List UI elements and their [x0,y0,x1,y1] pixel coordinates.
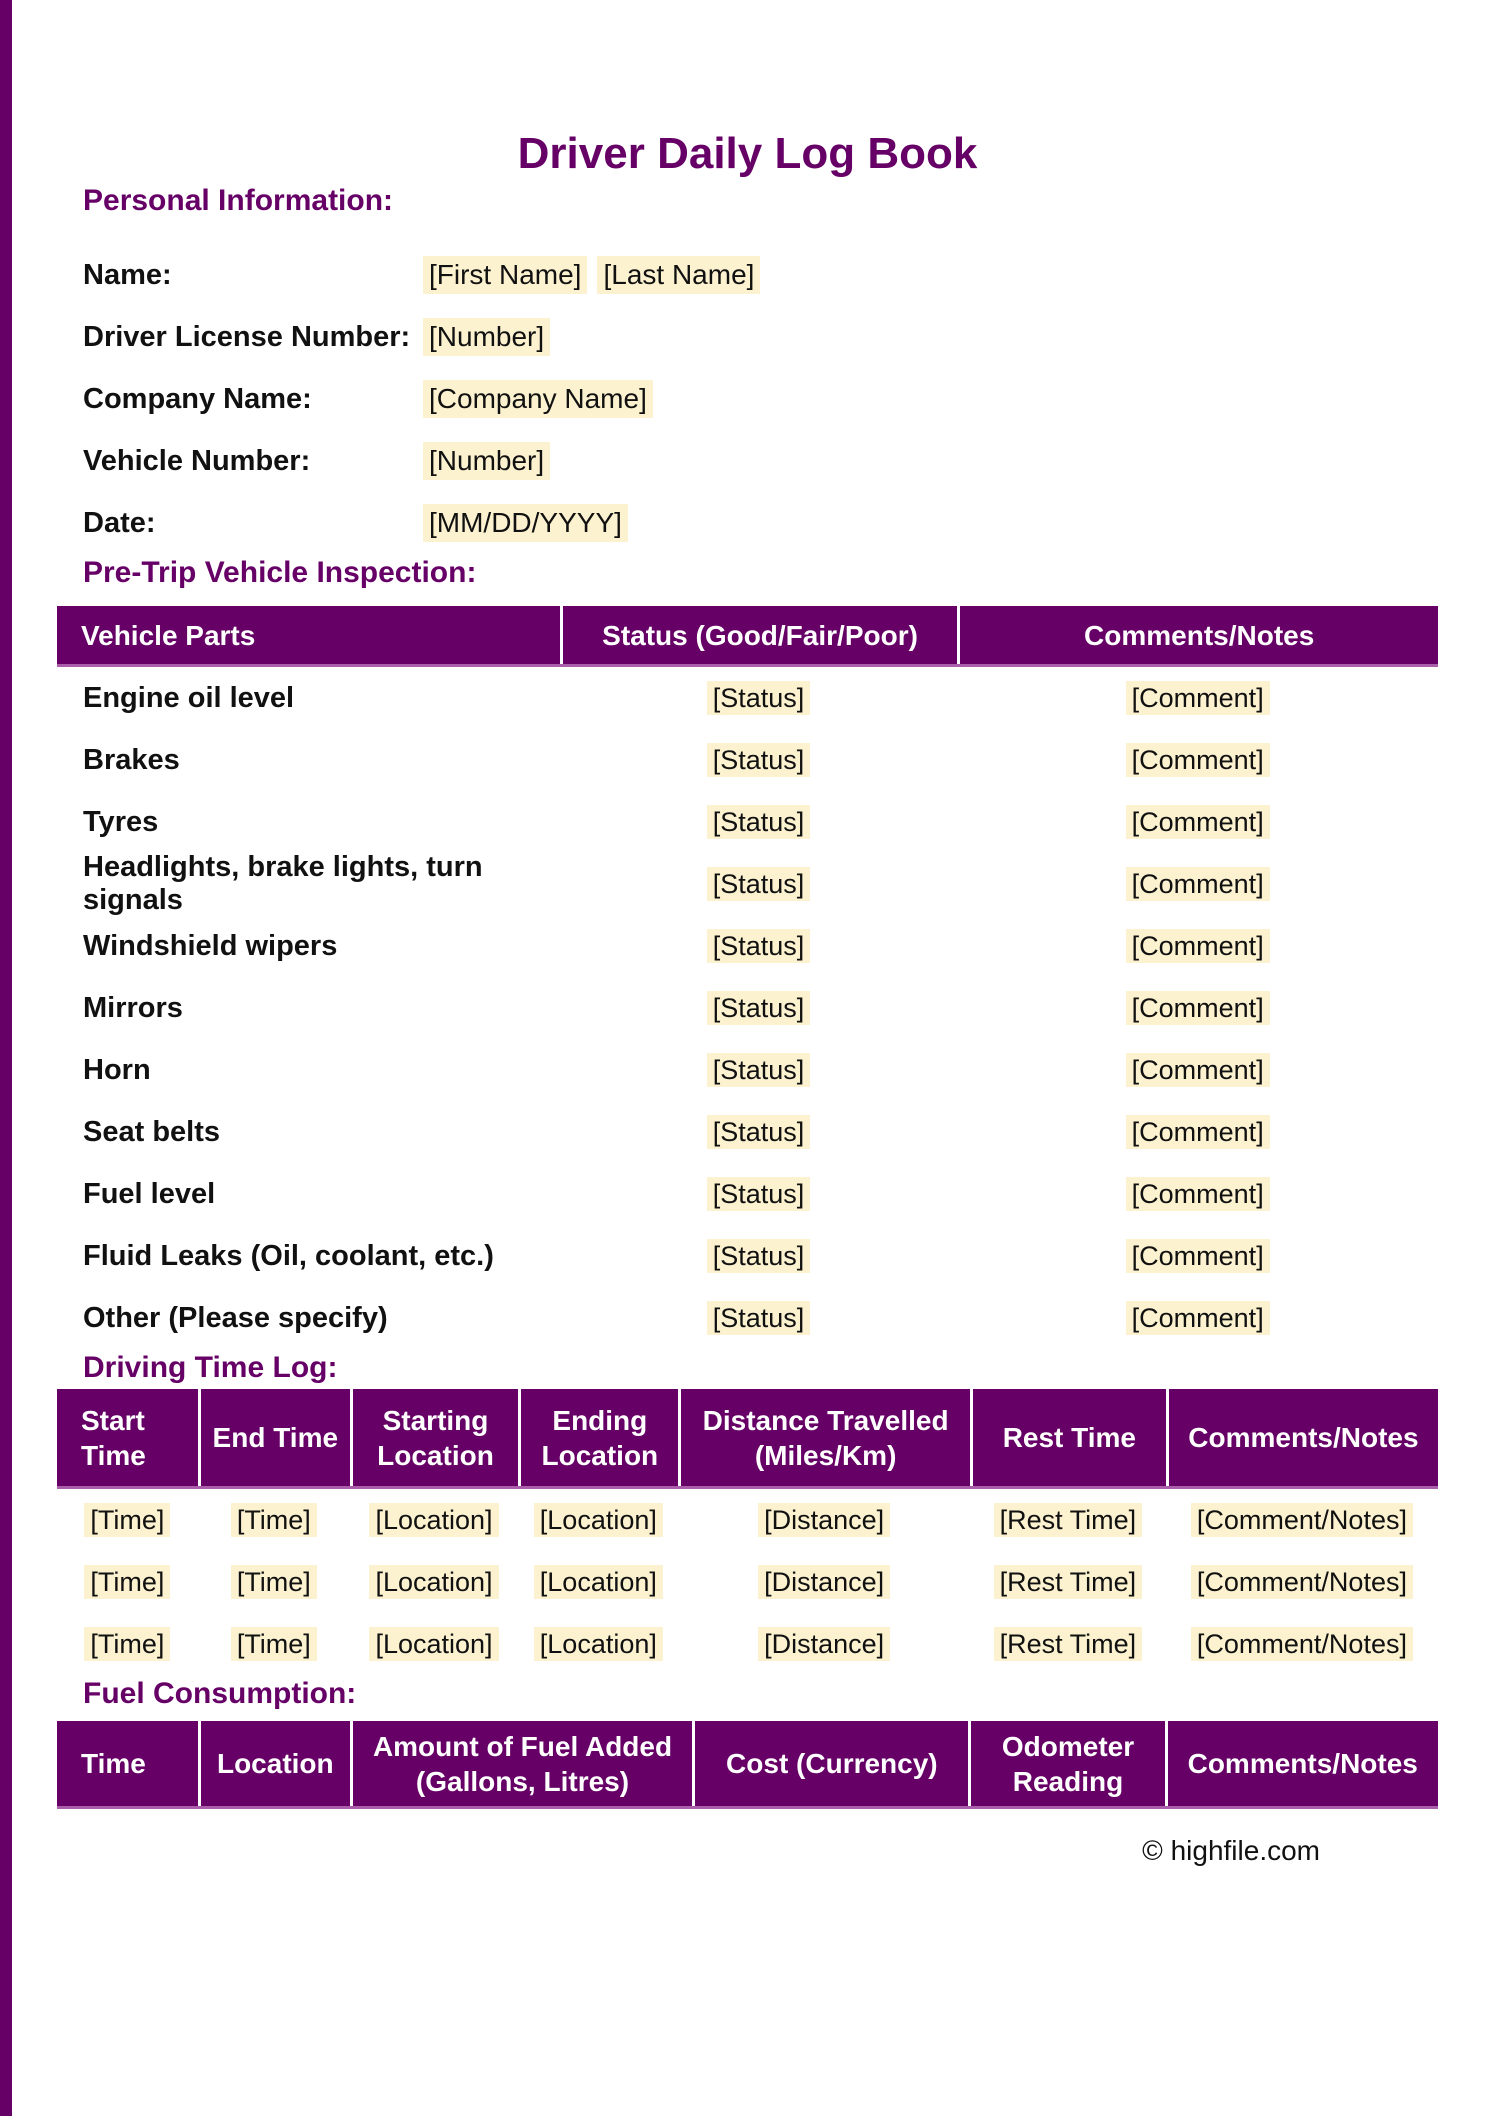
personal-field-row-license [57,306,1438,368]
inspection-row [57,915,1438,977]
col-header-vehicle-parts: Vehicle Parts [81,619,256,651]
comment-field[interactable]: [Comment] [1126,1115,1270,1149]
part-name: Brakes [83,743,180,776]
copyright-footer: © highfile.com [1142,1835,1320,1866]
personal-field-row-name [57,244,1438,306]
distance-field[interactable]: [Distance] [758,1565,890,1599]
status-field[interactable]: [Status] [707,1115,811,1149]
field-label-vehicle: Vehicle Number: [83,444,311,477]
col-header-cost: Cost (Currency) [692,1721,968,1806]
status-field[interactable]: [Status] [707,743,811,777]
comment-notes-field[interactable]: [Comment/Notes] [1191,1503,1413,1537]
driving-log-row [57,1551,1438,1613]
page-title: Driver Daily Log Book [517,129,978,178]
part-name: Mirrors [83,991,183,1024]
status-field[interactable]: [Status] [707,1053,811,1087]
starting-location-field[interactable]: [Location] [369,1627,498,1661]
inspection-table [57,606,1438,1349]
end-time-field[interactable]: [Time] [231,1627,317,1661]
status-field[interactable]: [Status] [707,681,811,715]
col-header-time: Time [81,1748,146,1779]
license-number-field[interactable]: [Number] [423,318,550,356]
comment-field[interactable]: [Comment] [1126,743,1270,777]
col-header-starting-location: Starting Location [350,1389,518,1486]
field-label-license: Driver License Number: [83,320,411,353]
driving-log-heading: Driving Time Log: [83,1351,338,1384]
status-field[interactable]: [Status] [707,1177,811,1211]
inspection-row [57,1039,1438,1101]
starting-location-field[interactable]: [Location] [369,1503,498,1537]
inspection-row [57,791,1438,853]
first-name-field[interactable]: [First Name] [423,256,587,294]
part-name: Headlights, brake lights, turn signals [83,851,483,916]
distance-field[interactable]: [Distance] [758,1503,890,1537]
start-time-field[interactable]: [Time] [84,1565,170,1599]
inspection-row [57,1163,1438,1225]
col-header-comments: Comments/Notes [1165,1721,1438,1806]
part-name: Windshield wipers [83,929,338,962]
last-name-field[interactable]: [Last Name] [597,256,760,294]
col-header-comments: Comments/Notes [957,606,1438,664]
status-field[interactable]: [Status] [707,929,811,963]
left-accent-strip [0,0,12,2116]
rest-time-field[interactable]: [Rest Time] [994,1627,1143,1661]
driving-log-row [57,1613,1438,1675]
status-field[interactable]: [Status] [707,1239,811,1273]
personal-field-row-company [57,368,1438,430]
status-field[interactable]: [Status] [707,805,811,839]
status-field[interactable]: [Status] [707,1301,811,1335]
comment-notes-field[interactable]: [Comment/Notes] [1191,1627,1413,1661]
col-header-rest-time: Rest Time [970,1389,1166,1486]
status-field[interactable]: [Status] [707,991,811,1025]
col-header-distance: Distance Travelled (Miles/Km) [678,1389,969,1486]
ending-location-field[interactable]: [Location] [534,1503,663,1537]
inspection-row [57,1225,1438,1287]
inspection-row [57,1287,1438,1349]
driving-log-table [57,1389,1438,1675]
col-header-ending-location: Ending Location [518,1389,678,1486]
comment-field[interactable]: [Comment] [1126,1301,1270,1335]
comment-field[interactable]: [Comment] [1126,805,1270,839]
vehicle-number-field[interactable]: [Number] [423,442,550,480]
rest-time-field[interactable]: [Rest Time] [994,1503,1143,1537]
part-name: Fluid Leaks (Oil, coolant, etc.) [83,1239,494,1272]
end-time-field[interactable]: [Time] [231,1565,317,1599]
comment-field[interactable]: [Comment] [1126,1239,1270,1273]
comment-field[interactable]: [Comment] [1126,1177,1270,1211]
inspection-table-header [57,606,1438,667]
comment-field[interactable]: [Comment] [1126,991,1270,1025]
fuel-consumption-heading: Fuel Consumption: [83,1677,357,1710]
comment-field[interactable]: [Comment] [1126,867,1270,901]
field-label-name: Name: [83,258,172,291]
personal-field-row-vehicle [57,430,1438,492]
status-field[interactable]: [Status] [707,867,811,901]
inspection-row [57,729,1438,791]
start-time-field[interactable]: [Time] [84,1503,170,1537]
personal-info-section [57,244,1438,554]
ending-location-field[interactable]: [Location] [534,1627,663,1661]
part-name: Tyres [83,805,159,838]
col-header-start-time: Start Time [81,1404,146,1471]
inspection-heading: Pre-Trip Vehicle Inspection: [83,556,477,589]
col-header-status: Status (Good/Fair/Poor) [560,606,958,664]
field-label-company: Company Name: [83,382,312,415]
inspection-row [57,1101,1438,1163]
start-time-field[interactable]: [Time] [84,1627,170,1661]
col-header-comments: Comments/Notes [1166,1389,1438,1486]
starting-location-field[interactable]: [Location] [369,1565,498,1599]
part-name: Other (Please specify) [83,1301,388,1334]
comment-field[interactable]: [Comment] [1126,1053,1270,1087]
part-name: Engine oil level [83,681,295,714]
ending-location-field[interactable]: [Location] [534,1565,663,1599]
comment-field[interactable]: [Comment] [1126,681,1270,715]
part-name: Seat belts [83,1115,220,1148]
personal-field-row-date [57,492,1438,554]
personal-info-heading: Personal Information: [83,184,394,217]
part-name: Horn [83,1053,151,1086]
fuel-consumption-table [57,1721,1438,1809]
driving-log-row [57,1489,1438,1551]
inspection-row [57,977,1438,1039]
rest-time-field[interactable]: [Rest Time] [994,1565,1143,1599]
date-field[interactable]: [MM/DD/YYYY] [423,504,628,542]
inspection-row [57,667,1438,729]
col-header-end-time: End Time [198,1389,350,1486]
col-header-fuel-amount: Amount of Fuel Added (Gallons, Litres) [350,1721,692,1806]
col-header-location: Location [198,1721,350,1806]
fuel-table-header [57,1721,1438,1809]
comment-field[interactable]: [Comment] [1126,929,1270,963]
comment-notes-field[interactable]: [Comment/Notes] [1191,1565,1413,1599]
driving-table-header [57,1389,1438,1489]
col-header-odometer: Odometer Reading [968,1721,1164,1806]
distance-field[interactable]: [Distance] [758,1627,890,1661]
part-name: Fuel level [83,1177,216,1210]
company-name-field[interactable]: [Company Name] [423,380,653,418]
field-label-date: Date: [83,506,156,539]
inspection-row [57,853,1438,915]
end-time-field[interactable]: [Time] [231,1503,317,1537]
